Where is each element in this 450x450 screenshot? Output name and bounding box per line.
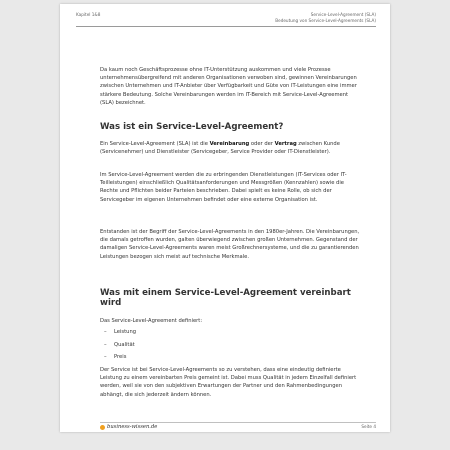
section1-paragraph1: Ein Service-Level-Agreement (SLA) ist die Vereinbarung oder der Vertrag zwischen Kunde (Servicenehmer) und Dienstleister (Servicegeber, Service Provider oder IT-Dienstleister).	[100, 141, 340, 156]
header-title-block	[275, 12, 376, 24]
section2-lead: Das Service-Level-Agreement definiert:	[100, 318, 203, 324]
brand-name: business-wissen.de	[107, 424, 158, 430]
page-number: Seite 4	[361, 424, 376, 429]
footer-rule	[100, 422, 376, 423]
list-item: – Preis	[104, 353, 136, 366]
section1-paragraph3: Entstanden ist der Begriff der Service-Level-Agreements in den 1980er-Jahren. Die Vereinbarungen, die damals getroffen wurden, galten überwiegend zwischen großen Unternehmen. Gegenstand der damaligen Service-Level-Agreements waren meist Großrechnersysteme, und die zu garantierenden Leistungen bezogen sich meist auf technische Merkmale.	[100, 229, 360, 260]
brand-logo-icon	[100, 425, 105, 430]
header-title: Service-Level-Agreement (SLA)	[310, 12, 376, 17]
section2-list	[104, 328, 136, 366]
section2-paragraph1: Der Service ist bei Service-Level-Agreements so zu verstehen, dass eine eindeutig definierte Leistung zu einem vereinbarten Preis gemeint ist. Dabei muss Qualität in jedem Einzelfall definiert werden, weil sie von den subjektiven Erwartungen der Partner und den Rahmenbedingungen abhängt, die sich jederzeit ändern können.	[100, 367, 357, 398]
section1-heading: Was ist ein Service-Level-Agreement?	[100, 122, 284, 132]
header-subtitle: Bedeutung von Service-Level-Agreements (SLA)	[275, 18, 376, 23]
section1-paragraph2: Im Service-Level-Agreement werden die zu erbringenden Dienstleistungen (IT-Services oder IT-Teilleistungen) einschließlich Qualitätsanforderungen und Messgrößen (Kennzahlen) sowie die Rechte und Pflichten beider Parteien beschrieben. Dabei spielt es keine Rolle, ob sich der Servicegeber im eigenen Unternehmen befindet oder eine externe Organisation ist.	[100, 172, 347, 203]
document-page	[60, 4, 390, 432]
list-item: – Qualität	[104, 341, 136, 354]
footer-brand	[100, 424, 157, 430]
list-item: – Leistung	[104, 328, 136, 341]
section2-heading: Was mit einem Service-Level-Agreement vereinbart wird	[100, 288, 351, 309]
header-rule	[76, 26, 376, 27]
intro-paragraph: Da kaum noch Geschäftsprozesse ohne IT-Unterstützung auskommen und viele Prozesse unternehmensübergreifend mit anderen Organisationen verwoben sind, gewinnen Vereinbarungen zwischen Unternehmen und IT-Anbieter über Verfügbarkeit und Güte von IT-Leistungen eine immer stärkere Bedeutung. Solche Vereinbarungen werden im IT-Bereich mit Service-Level-Agreement (SLA) bezeichnet.	[100, 67, 357, 106]
header-chapter: Kapitel 1&8	[76, 12, 101, 17]
